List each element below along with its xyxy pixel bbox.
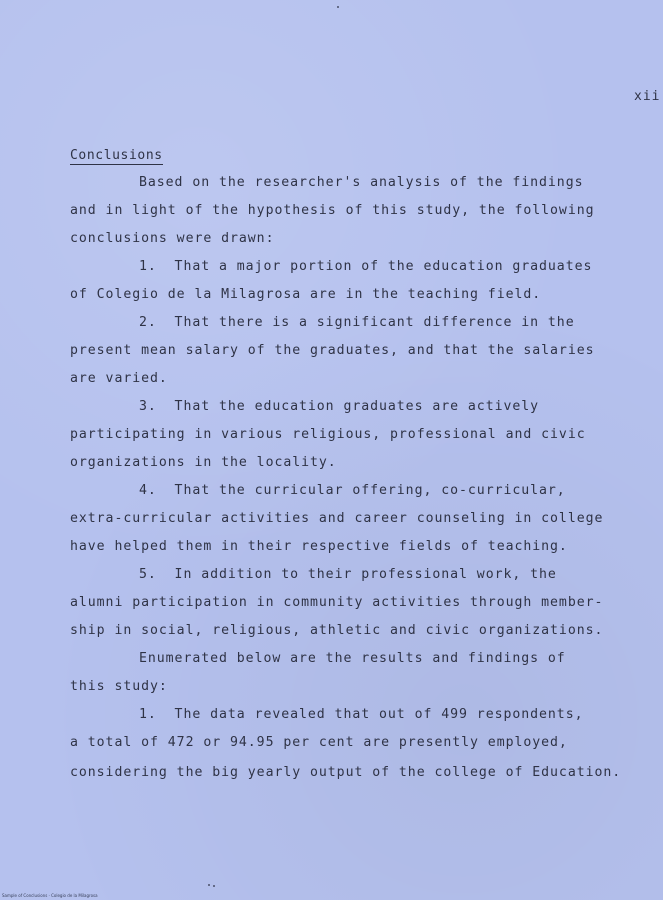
body-line: ship in social, religious, athletic and civic organizations. xyxy=(70,623,604,638)
conclusion-item-1: 1. That a major portion of the education graduates xyxy=(139,259,593,274)
paper-speck xyxy=(208,884,210,886)
body-line: alumni participation in community activities through member- xyxy=(70,595,604,610)
body-line: present mean salary of the graduates, and that the salaries xyxy=(70,343,595,358)
body-line: organizations in the locality. xyxy=(70,455,337,470)
body-line: conclusions were drawn: xyxy=(70,231,275,246)
page-number: xii xyxy=(634,89,661,104)
body-line: are varied. xyxy=(70,371,168,386)
conclusion-item-5: 5. In addition to their professional work, the xyxy=(139,567,557,582)
paper-speck xyxy=(213,885,215,887)
conclusion-item-4: 4. That the curricular offering, co-curricular, xyxy=(139,483,566,498)
body-line: considering the big yearly output of the college of Education. xyxy=(70,765,622,780)
paper-speck xyxy=(337,6,339,8)
footer-stamp: Sample of Conclusions · Colegio de la Milagrosa xyxy=(2,893,98,898)
body-line: Based on the researcher's analysis of the findings xyxy=(139,175,584,190)
conclusion-item-3: 3. That the education graduates are actively xyxy=(139,399,540,414)
conclusion-item-2: 2. That there is a significant difference in the xyxy=(139,315,575,330)
finding-item-1: 1. The data revealed that out of 499 respondents, xyxy=(139,707,584,722)
section-heading: Conclusions xyxy=(70,148,163,163)
body-line: a total of 472 or 94.95 per cent are presently employed, xyxy=(70,735,568,750)
body-line: have helped them in their respective fields of teaching. xyxy=(70,539,568,554)
body-line: extra-curricular activities and career counseling in college xyxy=(70,511,604,526)
body-line: and in light of the hypothesis of this study, the following xyxy=(70,203,595,218)
body-line: Enumerated below are the results and findings of xyxy=(139,651,566,666)
body-line: of Colegio de la Milagrosa are in the teaching field. xyxy=(70,287,542,302)
body-line: this study: xyxy=(70,679,168,694)
body-line: participating in various religious, professional and civic xyxy=(70,427,586,442)
